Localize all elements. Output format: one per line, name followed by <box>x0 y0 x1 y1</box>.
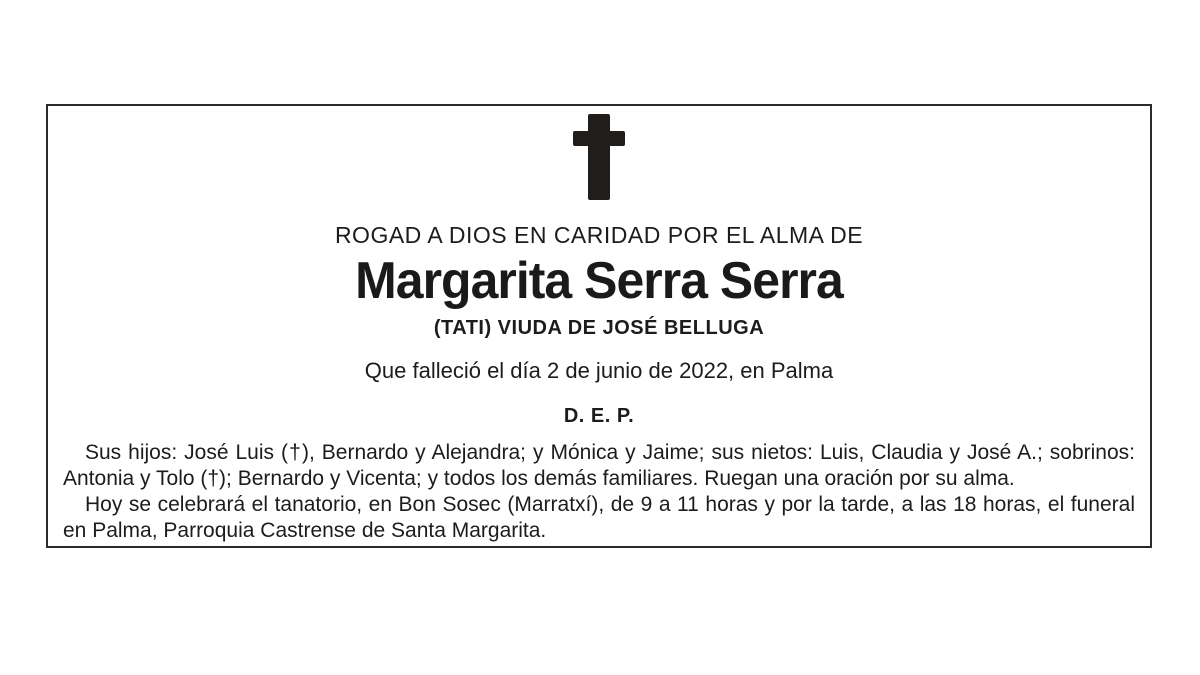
deceased-subtitle: (TATI) VIUDA DE JOSÉ BELLUGA <box>433 317 765 340</box>
invocation-line: ROGAD A DIOS EN CARIDAD POR EL ALMA DE <box>334 222 864 248</box>
service-paragraph: Hoy se celebrará el tanatorio, en Bon Sosec (Marratxí), de 9 a 11 horas y por la tarde, a las 18 horas, el funeral en Palma, Parroquia Castrense de Santa Margarita. <box>63 493 1135 543</box>
family-paragraph: Sus hijos: José Luis (†), Bernardo y Alejandra; y Mónica y Jaime; sus nietos: Luis, Claudia y José A.; sobrinos: Antonia y Tolo (†); Bernardo y Vicenta; y todos los demás familiares. Ruegan una oración por su alma. <box>63 441 1135 491</box>
notice-body <box>48 440 1150 544</box>
obituary-notice <box>46 104 1152 548</box>
dep-abbreviation: D. E. P. <box>563 405 635 428</box>
cross-horizontal-bar <box>573 131 625 146</box>
deceased-name: Margarita Serra Serra <box>355 252 843 310</box>
death-date-line: Que falleció el día 2 de junio de 2022, en Palma <box>364 358 834 384</box>
latin-cross-icon <box>573 114 625 200</box>
cross-vertical-bar <box>588 114 610 200</box>
